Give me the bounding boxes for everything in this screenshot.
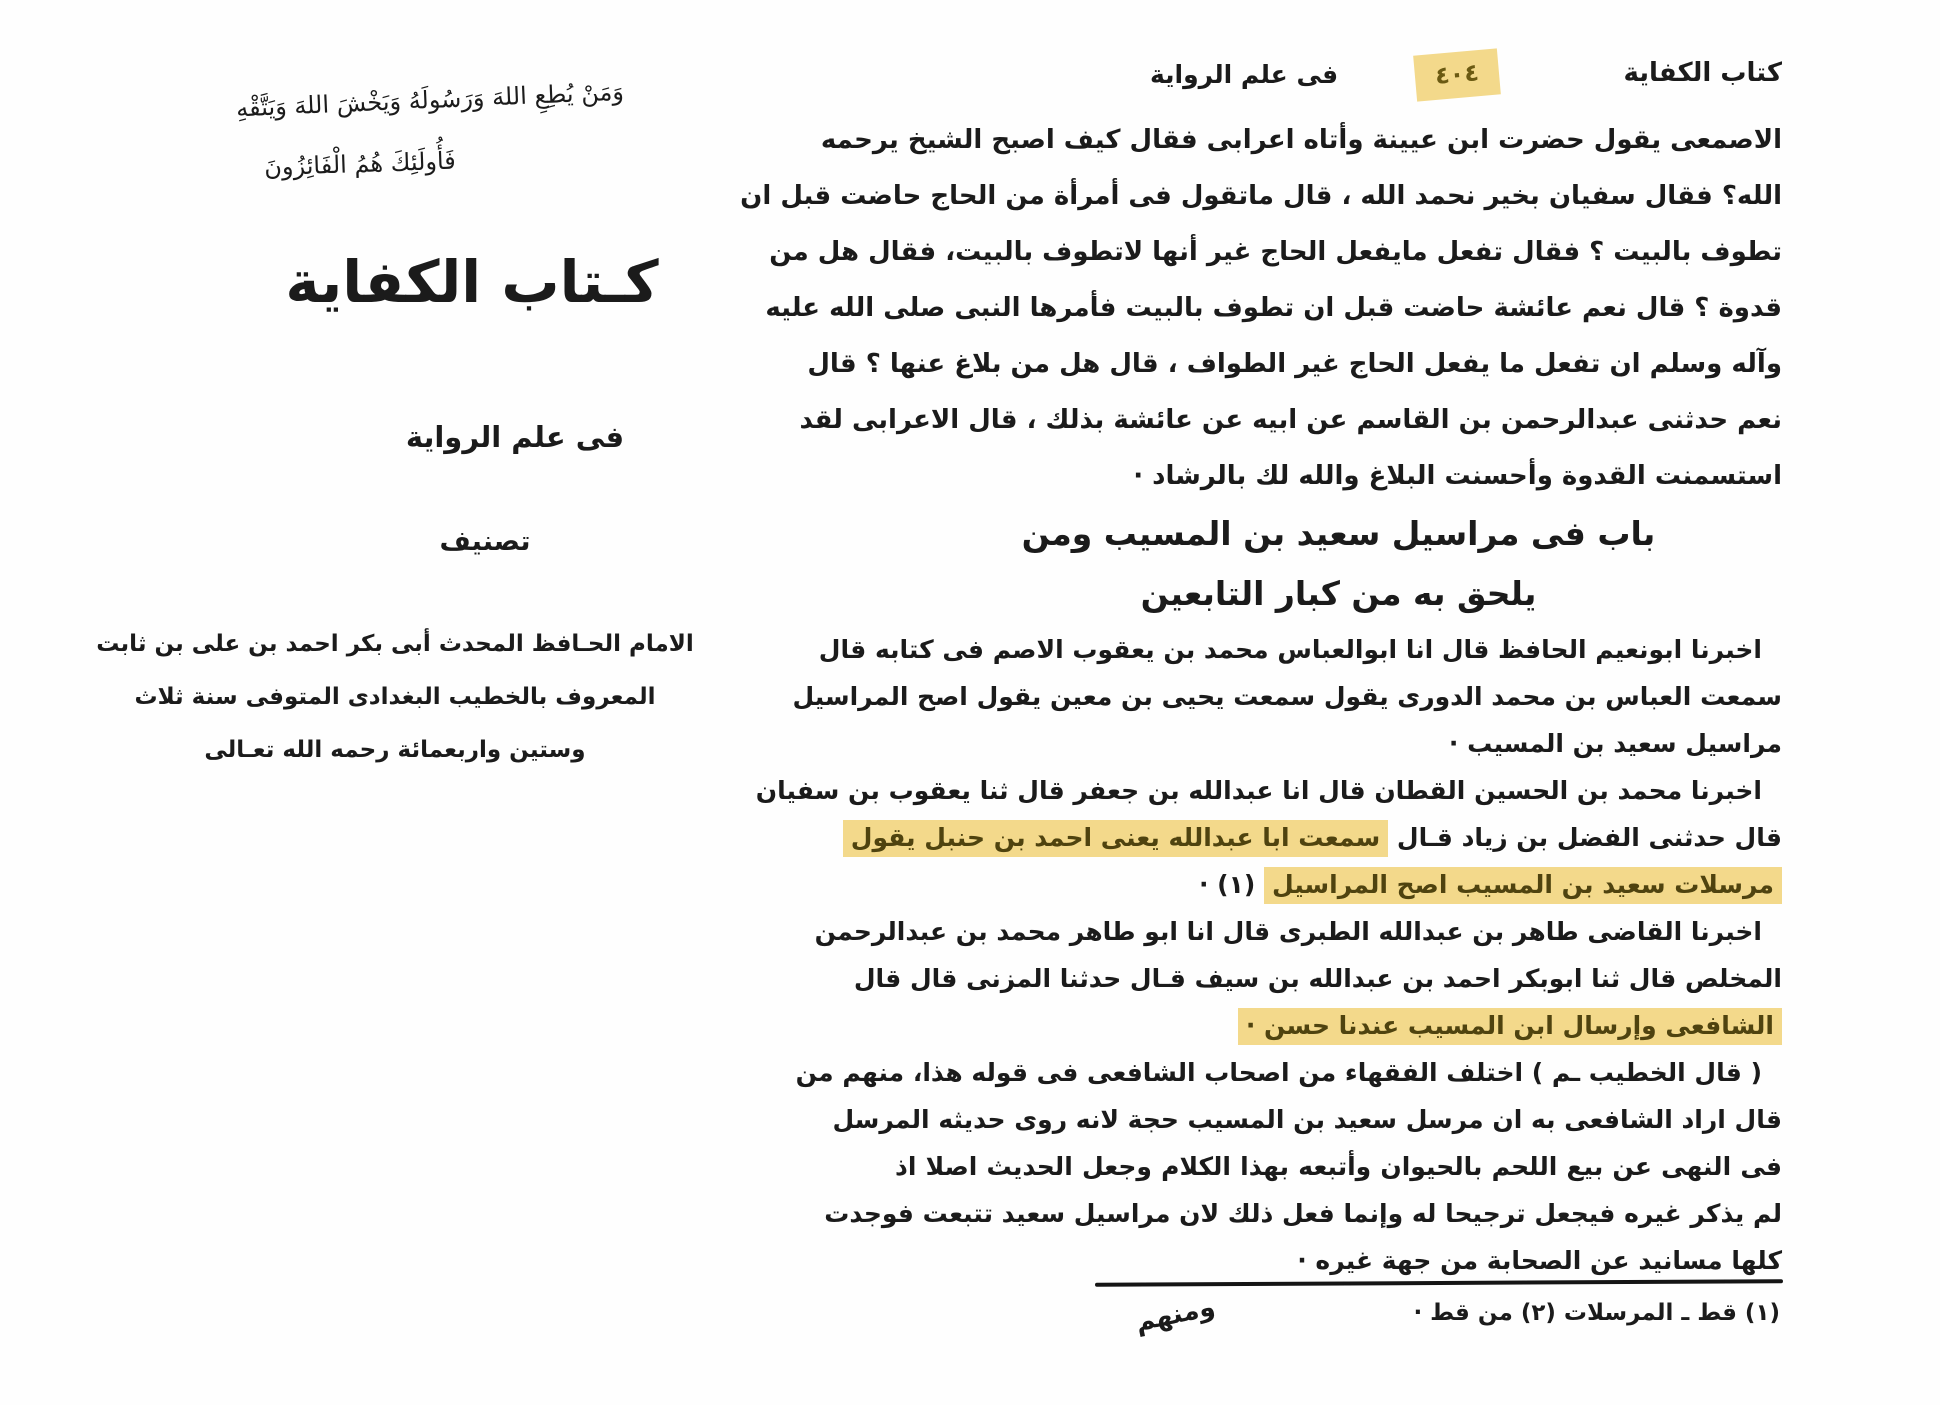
body-line: لم يذكر غيره فيجعل ترجيحا له وإنما فعل ذلك لان مراسيل سعيد تتبعت فوجدت (824, 1199, 1782, 1228)
body-line (895, 861, 1782, 908)
chapter-heading (895, 506, 1782, 622)
page-number-highlight: ٤٠٤ (1413, 48, 1501, 101)
body-line: قال اراد الشافعى به ان مرسل سعيد بن المسيب حجة لانه روى حديثه المرسل (832, 1105, 1782, 1134)
author-line: المعروف بالخطيب البغدادى المتوفى سنة ثلاث (134, 684, 656, 710)
page-header (880, 0, 1790, 110)
paragraph (740, 112, 1782, 504)
chapter-heading-line: يلحق به من كبار التابعين (1140, 574, 1537, 613)
body-text: قال حدثنى الفضل بن زياد قـال (1388, 823, 1782, 852)
body-line: الله؟ فقال سفيان بخير نحمد الله ، قال ماتقول فى أمرأة من الحاج حاضت قبل ان (740, 181, 1782, 211)
running-head-book-title: كتاب الكفاية (1623, 58, 1782, 88)
paragraph (792, 626, 1782, 767)
body-line: قدوة ؟ قال نعم عائشة حاضت قبل ان تطوف بالبيت فأمرها النبى صلى الله عليه (765, 293, 1782, 323)
body-line: سمعت العباس بن محمد الدورى يقول سمعت يحيى بن معين يقول اصح المراسيل (792, 682, 1782, 711)
body-line (850, 814, 1782, 861)
body-line: مراسيل سعيد بن المسيب · (1448, 729, 1782, 758)
body-line: استسمنت القدوة وأحسنت البلاغ والله لك بالرشاد · (1133, 461, 1782, 491)
author-line: وستين واربعمائة رحمه الله تعـالى (204, 737, 586, 763)
chapter-heading-line: باب فى مراسيل سعيد بن المسيب ومن (1021, 514, 1656, 553)
running-head-section-title: فى علم الرواية (1150, 60, 1339, 89)
paragraph (814, 908, 1782, 1049)
author-block (95, 618, 695, 777)
body-line: الاصمعى يقول حضرت ابن عيينة وأتاه اعرابى فقال كيف اصبح الشيخ يرحمه (820, 125, 1782, 155)
author-line: الامام الحـافظ المحدث أبى بكر احمد بن على بن ثابت (96, 631, 694, 657)
body-line: فى النهى عن بيع اللحم بالحيوان وأتبعه بهذا الكلام وجعل الحديث اصلا اذ (895, 1152, 1782, 1181)
catchword: ومنهم (1132, 1291, 1218, 1339)
body-line: اخبرنا محمد بن الحسين القطان قال انا عبدالله بن جعفر قال ثنا يعقوب بن سفيان (755, 776, 1762, 805)
footnote-marker: (١) · (1198, 870, 1265, 899)
highlighted-text: سمعت ابا عبدالله يعنى احمد بن حنبل يقول (843, 820, 1388, 857)
body-line: اخبرنا ابونعيم الحافظ قال انا ابوالعباس محمد بن يعقوب الاصم فى كتابه قال (818, 635, 1762, 664)
text-page (740, 0, 1790, 1405)
body-line: نعم حدثنى عبدالرحمن بن القاسم عن ابيه عن عائشة بذلك ، قال الاعرابى لقد (799, 405, 1782, 435)
body-line: كلها مسانيد عن الصحابة من جهة غيره · (1297, 1246, 1782, 1275)
body-line (895, 1002, 1782, 1049)
book-subtitle: فى علم الرواية (405, 420, 625, 454)
body-line: ( قال الخطيب ـم ) اختلف الفقهاء من اصحاب الشافعى فى قوله هذا، منهم من (795, 1058, 1762, 1087)
body-line: تطوف بالبيت ؟ فقال تفعل مايفعل الحاج غير أنها لاتطوف بالبيت، فقال هل من (769, 237, 1782, 267)
paragraph (795, 1049, 1782, 1284)
footnote: (١) قط ـ المرسلات (٢) من قط · (1413, 1300, 1780, 1326)
body-line: اخبرنا القاضى طاهر بن عبدالله الطبرى قال انا ابو طاهر محمد بن عبدالرحمن (814, 917, 1762, 946)
title-page (96, 0, 730, 1405)
quran-verse-line-1: وَمَنْ يُطِعِ اللهَ وَرَسُولَهُ وَيَخْشَ اللهَ وَيَتَّقْهِ (235, 77, 625, 123)
body-line: المخلص قال ثنا ابوبكر احمد بن عبدالله بن سيف قـال حدثنا المزنى قال قال (853, 964, 1782, 993)
book-title: كـتاب الكفاية (285, 248, 659, 316)
body-line: وآله وسلم ان تفعل ما يفعل الحاج غير الطواف ، قال هل من بلاغ عنها ؟ قال (807, 349, 1782, 379)
tasnif-label: تصنيف (439, 526, 531, 557)
highlighted-text: الشافعى وإرسال ابن المسيب عندنا حسن · (1238, 1008, 1782, 1045)
paragraph (755, 767, 1782, 908)
quran-verse-line-2: فَأُولَئِكَ هُمُ الْفَائِزُونَ (263, 146, 457, 182)
highlighted-text: مرسلات سعيد بن المسيب اصح المراسيل (1264, 867, 1782, 904)
page-body (740, 112, 1782, 1284)
